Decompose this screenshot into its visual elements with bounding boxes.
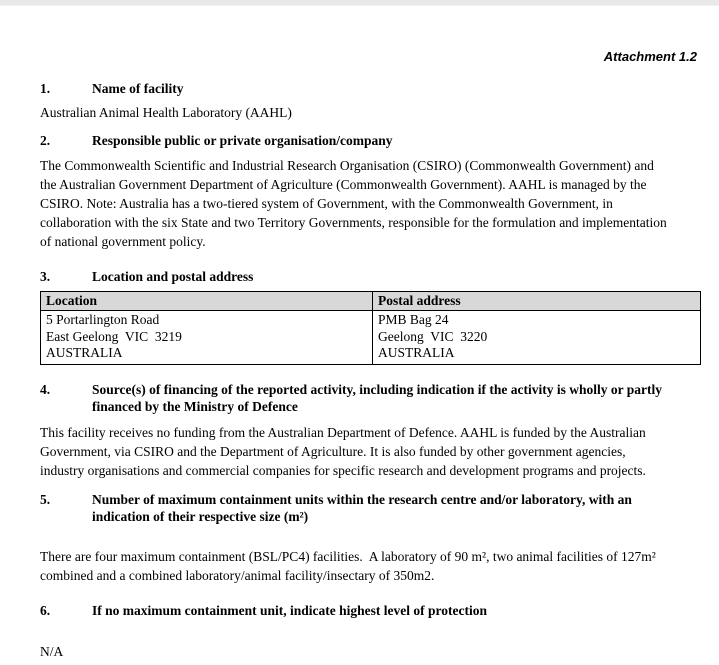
section-heading xyxy=(40,80,697,97)
section-number: 6. xyxy=(40,602,51,618)
paragraph-line: The Commonwealth Scientific and Industrial Research Organisation (CSIRO) (Commonwealth Government) and xyxy=(40,158,654,173)
section-title xyxy=(92,80,697,97)
table-cell-line: PMB Bag 24 xyxy=(378,312,449,327)
document-page xyxy=(0,48,719,661)
section-title-line: Number of maximum containment units within the research centre and/or laboratory, with an xyxy=(92,491,632,507)
section-title xyxy=(92,132,697,149)
table-row xyxy=(41,311,701,365)
section-title-line: Location and postal address xyxy=(92,269,254,284)
section-heading xyxy=(40,381,697,415)
paragraph-line: This facility receives no funding from the Australian Department of Defence. AAHL is funded by the Australian xyxy=(40,424,646,440)
paragraph xyxy=(40,156,697,251)
section xyxy=(40,602,697,661)
table-header-cell: Location xyxy=(41,292,373,311)
paragraph-line: collaboration with the six State and two Territory Governments, responsible for the formulation and implementation xyxy=(40,215,667,230)
section-number: 2. xyxy=(40,133,51,148)
table-cell xyxy=(41,311,373,365)
section-title-line: financed by the Ministry of Defence xyxy=(92,398,298,414)
paragraph-line: There are four maximum containment (BSL/PC4) facilities. A laboratory of 90 m², two animal facilities of 127m² xyxy=(40,548,656,564)
section-title xyxy=(92,268,697,285)
section-title-line: If no maximum containment unit, indicate highest level of protection xyxy=(92,602,487,618)
table-cell-line: 5 Portarlington Road xyxy=(46,312,160,327)
section xyxy=(40,80,697,122)
paragraph-line: N/A xyxy=(40,643,64,659)
address-table xyxy=(40,291,701,365)
paragraph-line: the Australian Government Department of Agriculture (Commonwealth Government). AAHL is managed by the xyxy=(40,177,647,192)
section-title-line: Source(s) of financing of the reported activity, including indication if the activity is wholly or partly xyxy=(92,381,662,397)
table-header-cell: Postal address xyxy=(373,292,701,311)
section-number: 1. xyxy=(40,81,51,96)
table-cell-line: AUSTRALIA xyxy=(46,345,123,360)
section xyxy=(40,132,697,251)
address-table-wrapper xyxy=(40,291,697,365)
section-title-line: Name of facility xyxy=(92,81,184,96)
paragraph-line: combined and a combined laboratory/animal facility/insectary of 350m2. xyxy=(40,567,435,583)
paragraph xyxy=(40,423,697,480)
section-heading xyxy=(40,491,697,525)
paragraph xyxy=(40,103,697,122)
section-number: 5. xyxy=(40,491,51,507)
paragraph-line: of national government policy. xyxy=(40,234,206,249)
section xyxy=(40,381,697,480)
table-cell xyxy=(373,311,701,365)
section-number: 4. xyxy=(40,381,51,397)
section-title xyxy=(92,602,697,619)
section xyxy=(40,268,697,365)
section-heading xyxy=(40,268,697,285)
section-title-line: indication of their respective size (m²) xyxy=(92,508,309,524)
table-cell-line: Geelong VIC 3220 xyxy=(378,328,488,344)
paragraph-line: CSIRO. Note: Australia has a two-tiered system of Government, with the Commonwealth Government, in xyxy=(40,196,613,211)
section-heading xyxy=(40,132,697,149)
sections-container xyxy=(40,80,697,661)
paragraph-line: Australian Animal Health Laboratory (AAHL) xyxy=(40,105,292,120)
attachment-label: Attachment 1.2 xyxy=(603,49,697,64)
table-header-row xyxy=(41,292,701,311)
paragraph-line: Government, via CSIRO and the Department of Agriculture. It is also funded by other government agencies, xyxy=(40,443,626,459)
section-title xyxy=(92,491,697,525)
paragraph xyxy=(40,547,697,585)
window-top-edge xyxy=(0,0,719,6)
section-heading xyxy=(40,602,697,619)
section-number: 3. xyxy=(40,269,51,284)
section-title xyxy=(92,381,697,415)
paragraph xyxy=(40,642,697,661)
table-cell-line: AUSTRALIA xyxy=(378,345,455,360)
section xyxy=(40,491,697,585)
paragraph-line: industry organisations and commercial companies for specific research and development programs and projects. xyxy=(40,462,646,478)
section-title-line: Responsible public or private organisation/company xyxy=(92,133,393,148)
table-cell-line: East Geelong VIC 3219 xyxy=(46,328,182,344)
